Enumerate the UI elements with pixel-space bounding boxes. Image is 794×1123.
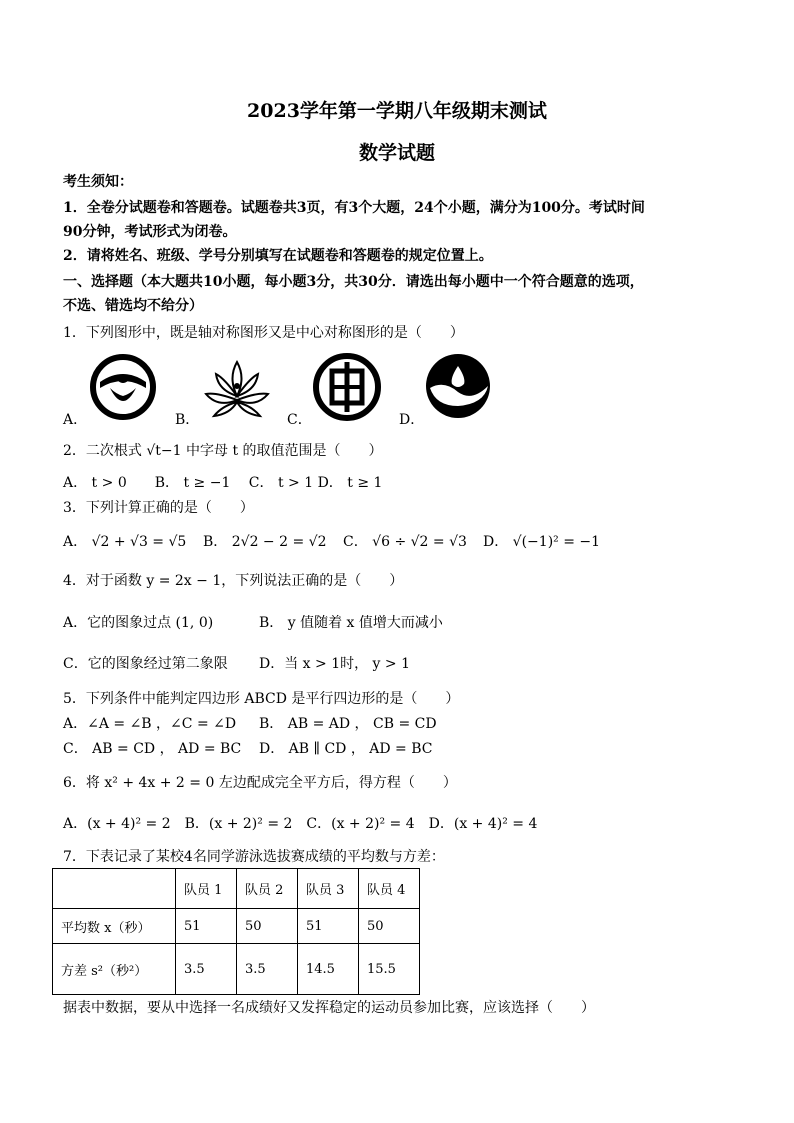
table-header-row <box>53 869 420 909</box>
table-header-cell: 队员 4 <box>359 869 420 909</box>
table-row <box>53 944 420 995</box>
q3-option-c: C． √6 ÷ √2 = √3 <box>343 534 467 550</box>
q1-stem: 1．下列图形中，既是轴对称图形又是中心对称图形的是（ ） <box>63 325 464 341</box>
section-heading-b: 不选、错选均不给分） <box>63 298 203 314</box>
table-cell: 平均数 x（秒） <box>53 909 176 944</box>
vase-logo-icon <box>90 354 156 420</box>
table-header-cell <box>53 869 176 909</box>
table-header-cell: 队员 1 <box>176 869 237 909</box>
q4-option-b: B． y 值随着 x 值增大而减小 <box>259 615 443 631</box>
table-header-cell: 队员 3 <box>298 869 359 909</box>
notice-item-1b: 90分钟，考试形式为闭卷。 <box>63 224 237 240</box>
q5-option-b: B． AB = AD ， CB = CD <box>259 716 437 732</box>
notice-item-2: 2．请将姓名、班级、学号分别填写在试题卷和答题卷的规定位置上。 <box>63 248 493 264</box>
q1-option-a: A． <box>63 412 88 428</box>
score-table <box>52 868 420 995</box>
q2-stem: 2．二次根式 √t−1 中字母 t 的取值范围是（ ） <box>63 443 383 459</box>
table-cell: 14.5 <box>298 944 359 995</box>
q4-stem: 4．对于函数 y = 2x − 1，下列说法正确的是（ ） <box>63 573 404 589</box>
exam-subtitle: 数学试题 <box>358 142 435 164</box>
q1-option-d: D． <box>399 412 425 428</box>
table-header-cell: 队员 2 <box>237 869 298 909</box>
q5-option-a: A．∠A = ∠B ，∠C = ∠D <box>63 716 237 732</box>
q2-options: A． t > 0 B． t ≥ −1 C． t > 1 D． t ≥ 1 <box>63 475 383 491</box>
q7-stem: 7．下表记录了某校4名同学游泳选拔赛成绩的平均数与方差： <box>63 849 445 865</box>
table-cell: 50 <box>237 909 298 944</box>
q3-option-b: B． 2√2 − 2 = √2 <box>203 534 327 550</box>
table-cell: 方差 s²（秒²） <box>53 944 176 995</box>
lotus-icon <box>202 356 272 422</box>
q3-option-a: A． √2 + √3 = √5 <box>63 534 187 550</box>
table-cell: 15.5 <box>359 944 420 995</box>
q5-option-c: C． AB = CD ， AD = BC <box>63 741 242 757</box>
q1-option-b: B． <box>175 412 200 428</box>
exam-title: 2023学年第一学期八年级期末测试 <box>247 100 547 122</box>
q4-option-a: A．它的图象过点 (1, 0) <box>63 615 214 631</box>
bank-logo-icon <box>312 352 382 422</box>
q6-options: A．(x + 4)² = 2 B．(x + 2)² = 2 C．(x + 2)² = 4 D．(x + 4)² = 4 <box>63 816 538 832</box>
table-cell: 51 <box>176 909 237 944</box>
notice-heading: 考生须知： <box>63 174 133 190</box>
q5-option-d: D． AB ∥ CD ， AD = BC <box>259 741 433 757</box>
table-cell: 3.5 <box>176 944 237 995</box>
q5-stem: 5．下列条件中能判定四边形 ABCD 是平行四边形的是（ ） <box>63 691 460 707</box>
table-cell: 3.5 <box>237 944 298 995</box>
q4-option-d: D．当 x > 1时， y > 1 <box>259 656 411 672</box>
q7-follow: 据表中数据，要从中选择一名成绩好又发挥稳定的运动员参加比赛，应该选择（ ） <box>63 1000 595 1016</box>
table-row <box>53 909 420 944</box>
notice-item-1a: 1．全卷分试题卷和答题卷。试题卷共3页，有3个大题，24个小题，满分为100分。考试时间 <box>63 200 645 216</box>
q4-option-c: C．它的图象经过第二象限 <box>63 656 228 672</box>
q3-stem: 3．下列计算正确的是（ ） <box>63 500 254 516</box>
table-cell: 50 <box>359 909 420 944</box>
water-drop-logo-icon <box>424 352 492 420</box>
q3-option-d: D． √(−1)² = −1 <box>483 534 601 550</box>
q6-stem: 6．将 x² + 4x + 2 = 0 左边配成完全平方后，得方程（ ） <box>63 775 457 791</box>
table-cell: 51 <box>298 909 359 944</box>
q1-option-c: C． <box>287 412 312 428</box>
section-heading-a: 一、选择题（本大题共10小题，每小题3分，共30分．请选出每小题中一个符合题意的选项， <box>63 274 644 290</box>
